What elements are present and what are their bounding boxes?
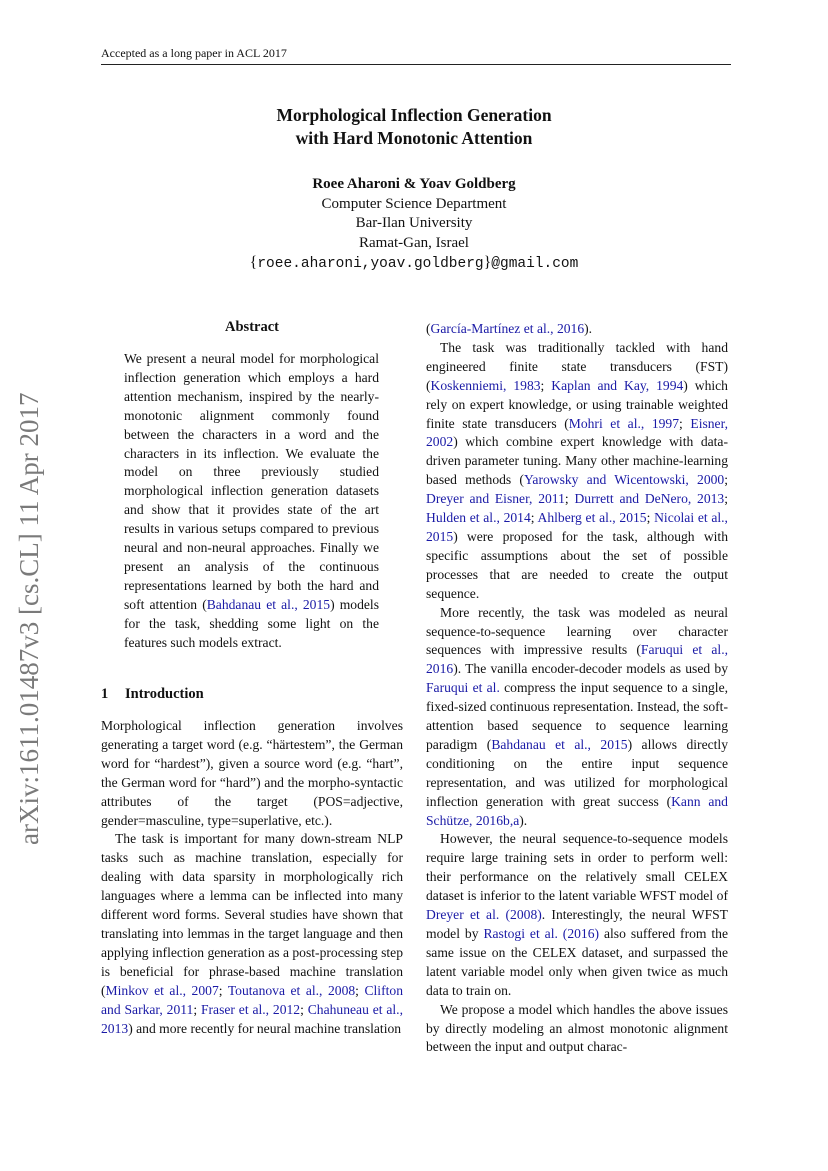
citation-separator: ; [679, 415, 691, 431]
title-line-1: Morphological Inflection Generation [276, 105, 552, 125]
header-rule [101, 64, 731, 65]
author-block [0, 175, 828, 275]
citation-link[interactable]: Rastogi et al. (2016) [483, 926, 600, 941]
intro-paragraph-1: Morphological inflection generation involves generating a target word (e.g. “härtestem”, the German word for “hardest”), given a source word (e.g. “hart”, the German word for “hard”) and the morpho-syntactic attributes of the target (POS=adjective, gender=masculine, type=superlative, etc.). [101, 718, 403, 828]
abstract-text: We present a neural model for morphological inflection generation which employs a hard attention mechanism, inspired by the nearly-monotonic alignment commonly found between the characters in a word and the characters in its inflection. We evaluate the model on three previously studied morphological inflection generation datasets and show that it provides state of the art results in various setups compared to previous neural and non-neural approaches. Finally we present an analysis of the continuous representations learned by both the hard and soft attention ( [124, 351, 379, 612]
citation-separator: ; [530, 510, 538, 526]
author-email [0, 253, 828, 275]
paper-title [0, 104, 828, 150]
text: More recently, the task was modeled as neural sequence-to-sequence learning over character sequences with impressive results ( [426, 604, 728, 658]
citation-separator: ; [355, 982, 365, 998]
text: ). The vanilla encoder-decoder models as used by [453, 661, 728, 677]
paren-open: ( [426, 321, 431, 336]
author-university: Bar-Ilan University [355, 215, 473, 231]
citation-separator: ; [564, 491, 575, 507]
right-paragraph-1 [426, 339, 728, 604]
text: ) allows directly conditioning on the entire input sequence representation, and was utilized for morphological inflection generation with great success ( [426, 736, 729, 809]
citation-link[interactable]: Dreyer et al. (2008) [426, 907, 542, 923]
section-title: Introduction [125, 686, 204, 702]
citation-separator: ; [218, 982, 228, 998]
text: However, the neural sequence-to-sequence models require large training sets in order to perform well: their performance on the relatively small CELEX dataset is inferior to the latent variable WFST model of [426, 831, 728, 904]
intro-paragraph-2 [101, 830, 403, 1038]
text: ) were proposed for the task, although with specific assumptions about the set of possible processes that are needed to create the output sequence. [426, 528, 728, 601]
text: The task was traditionally tackled with hand engineered finite state transducers (FST) ( [426, 339, 728, 393]
text: ) which rely on expert knowledge, or using trainable weighted finite state transducers ( [426, 377, 728, 431]
text: ). [519, 812, 528, 828]
header-note: Accepted as a long paper in ACL 2017 [101, 46, 287, 60]
citation-link[interactable]: Dreyer and Eisner, 2011 [426, 491, 565, 507]
abstract-text-end: ) models for the task, shedding some light on the features such models extract. [124, 596, 379, 650]
paren-close: ). [584, 321, 593, 336]
section-number: 1 [101, 686, 109, 702]
author-location: Ramat-Gan, Israel [359, 234, 469, 251]
citation-link[interactable]: Toutanova et al., 2008 [227, 982, 356, 998]
right-paragraph-3 [426, 830, 728, 1000]
email-brace-open: { [249, 254, 258, 271]
email-users: roee.aharoni,yoav.goldberg [257, 256, 484, 272]
right-paragraph-4: We propose a model which handles the above issues by directly modeling an almost monotonic alignment between the input and output charac- [426, 1001, 728, 1055]
citation-link[interactable]: Kann and Schütze, 2016b,a [426, 793, 728, 828]
text: compress the input sequence to a single, fixed-sized continuous representation. Instead, the soft-attention based sequence to sequence learning paradigm ( [426, 680, 728, 752]
citation-link[interactable]: Fraser et al., 2012 [200, 1001, 301, 1017]
citation-link[interactable]: García-Martínez et al., 2016 [430, 321, 585, 336]
text: ) which combine expert knowledge with data-driven parameter tuning. Many other machine-learning based methods ( [426, 434, 728, 488]
citation-link[interactable]: Eisner, 2002 [426, 415, 728, 450]
section-heading-introduction [101, 686, 204, 703]
intro-left-column [101, 717, 403, 1038]
title-line-2: with Hard Monotonic Attention [295, 128, 533, 148]
citation-link[interactable]: Koskenniemi, 1983 [430, 377, 541, 393]
intro-p2-text: The task is important for many down-stream NLP tasks such as machine translation, especially for dealing with data sparsity in morphologically rich languages where a lemma can be inflected into many different word forms. Several studies have shown that translating into lemmas in the target language and then applying inflection generation as a post-processing step is beneficial for phrase-based machine translation ( [101, 831, 404, 998]
author-names: Roee Aharoni & Yoav Goldberg [312, 176, 516, 192]
citation-link[interactable]: Minkov et al., 2007 [105, 982, 219, 998]
arxiv-stamp: arXiv:1611.01487v3 [cs.CL] 11 Apr 2017 [14, 392, 44, 845]
citation-separator: ; [724, 472, 729, 488]
citation-link[interactable]: Chahuneau et al., 2013 [101, 1001, 403, 1036]
right-continuation [426, 320, 728, 339]
citation-link[interactable]: Ahlberg et al., 2015 [537, 510, 647, 526]
citation-link[interactable]: Durrett and DeNero, 2013 [574, 491, 725, 507]
author-department: Computer Science Department [321, 195, 507, 212]
intro-p2-text-end: ) and more recently for neural machine translation [128, 1020, 402, 1036]
citation-link[interactable]: Bahdanau et al., 2015 [206, 596, 331, 612]
citation-link[interactable]: Clifton and Sarkar, 2011 [101, 982, 403, 1017]
citation-link[interactable]: Bahdanau et al., 2015 [491, 736, 628, 752]
citation-separator: ; [540, 377, 552, 393]
citation-link[interactable]: Yarowsky and Wicentowski, 2000 [523, 472, 725, 488]
citation-link[interactable]: Faruqui et al., 2016 [426, 642, 728, 677]
citation-link[interactable]: Hulden et al., 2014 [426, 510, 531, 526]
abstract-body [124, 350, 379, 653]
text: also suffered from the same issue on the CELEX dataset, and surpassed the latent variable model only when given twice as much data to train on. [426, 926, 729, 998]
right-column [426, 320, 728, 1057]
citation-separator: ; [646, 510, 655, 526]
email-domain: @gmail.com [491, 256, 579, 272]
citation-link[interactable]: Kaplan and Kay, 1994 [551, 377, 684, 393]
citation-separator: ; [193, 1001, 201, 1017]
text: . Interestingly, the neural WFST model by [426, 907, 728, 941]
email-brace-close: } [483, 254, 492, 271]
citation-separator: ; [724, 491, 728, 507]
citation-link[interactable]: Mohri et al., 1997 [568, 415, 680, 431]
citation-link[interactable]: Faruqui et al. [426, 680, 500, 696]
citation-separator: ; [300, 1001, 308, 1017]
abstract-heading: Abstract [225, 319, 279, 335]
citation-link[interactable]: Nicolai et al., 2015 [426, 510, 728, 544]
right-paragraph-2 [426, 604, 728, 831]
